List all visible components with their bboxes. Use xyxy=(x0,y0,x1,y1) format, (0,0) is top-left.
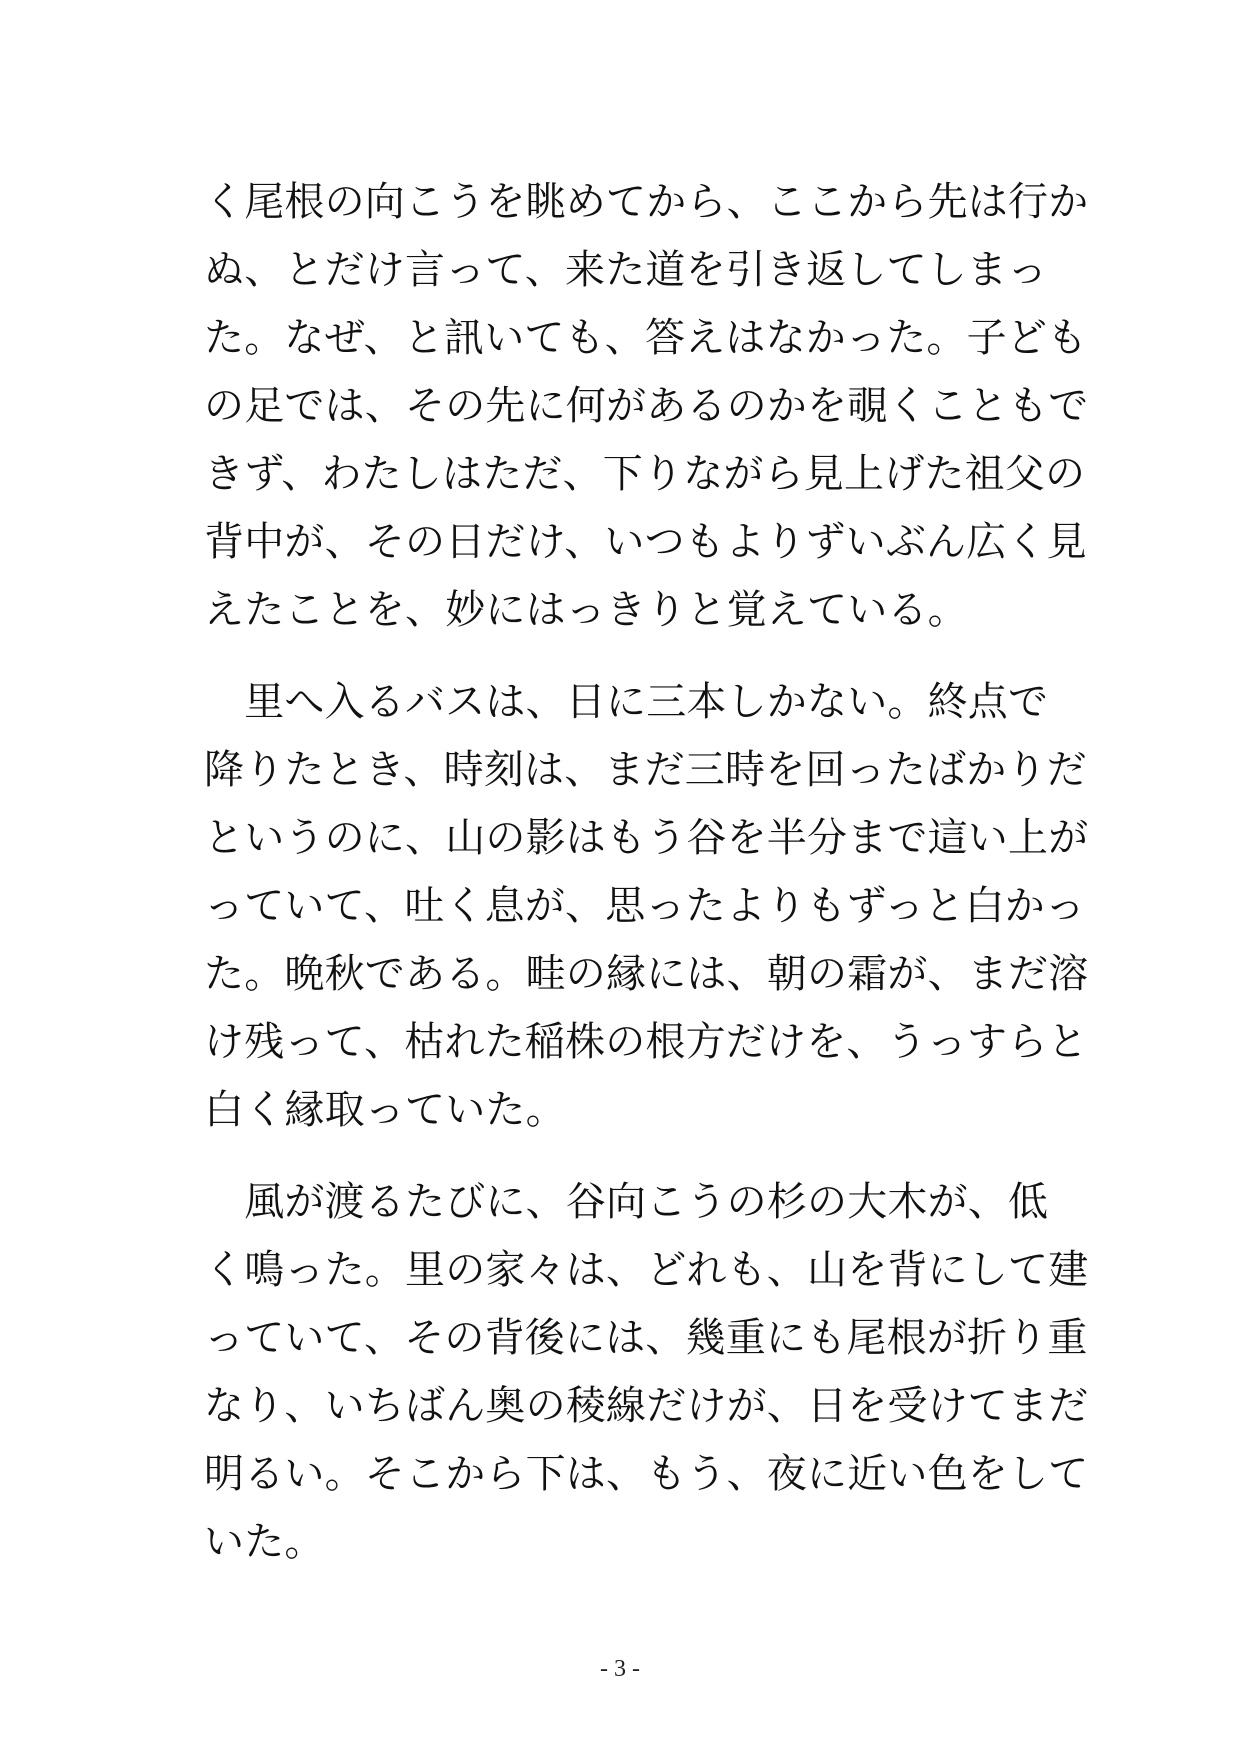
text-line: 風が渡るたびに、谷向こうの杉の大木が、低 xyxy=(204,1179,1049,1225)
text-line: 里へ入るバスは、日に三本しかない。終点で xyxy=(204,679,1049,725)
text-line: く尾根の向こうを眺めてから、ここから先は行か xyxy=(204,179,1089,225)
paragraph xyxy=(204,668,1089,1144)
text-line: っていて、その背後には、幾重にも尾根が折り重 xyxy=(204,1315,1088,1361)
body-text xyxy=(204,168,1089,1576)
text-line: ぬ、とだけ言って、来た道を引き返してしまっ xyxy=(204,247,1048,293)
text-line: 背中が、その日だけ、いつもよりずいぶん広く見 xyxy=(204,519,1087,565)
text-line: け残って、枯れた稲株の根方だけを、うっすらと xyxy=(204,1019,1088,1065)
text-line: きず、わたしはただ、下りながら見上げた祖父の xyxy=(204,451,1086,497)
text-line: っていて、吐く息が、思ったよりもずっと白かっ xyxy=(204,883,1086,929)
text-line: の足では、その先に何があるのかを覗くこともで xyxy=(204,383,1089,429)
text-line: なり、いちばん奥の稜線だけが、日を受けてまだ xyxy=(204,1383,1089,1429)
text-line: えたことを、妙にはっきりと覚えている。 xyxy=(204,587,968,633)
text-line: く鳴った。里の家々は、どれも、山を背にして建 xyxy=(204,1247,1089,1293)
text-line: いた。 xyxy=(204,1519,325,1565)
page-number: - 3 - xyxy=(600,1656,640,1682)
paragraph xyxy=(204,1168,1089,1576)
paragraph xyxy=(204,168,1089,644)
text-line: 明るい。そこから下は、もう、夜に近い色をして xyxy=(204,1451,1089,1497)
text-line: 白く縁取っていた。 xyxy=(204,1087,566,1133)
text-line: というのに、山の影はもう谷を半分まで這い上が xyxy=(204,815,1089,861)
text-line: た。晩秋である。畦の縁には、朝の霜が、まだ溶 xyxy=(204,951,1089,997)
text-line: た。なぜ、と訊いても、答えはなかった。子ども xyxy=(204,315,1088,361)
text-line: 降りたとき、時刻は、まだ三時を回ったばかりだ xyxy=(204,747,1087,793)
